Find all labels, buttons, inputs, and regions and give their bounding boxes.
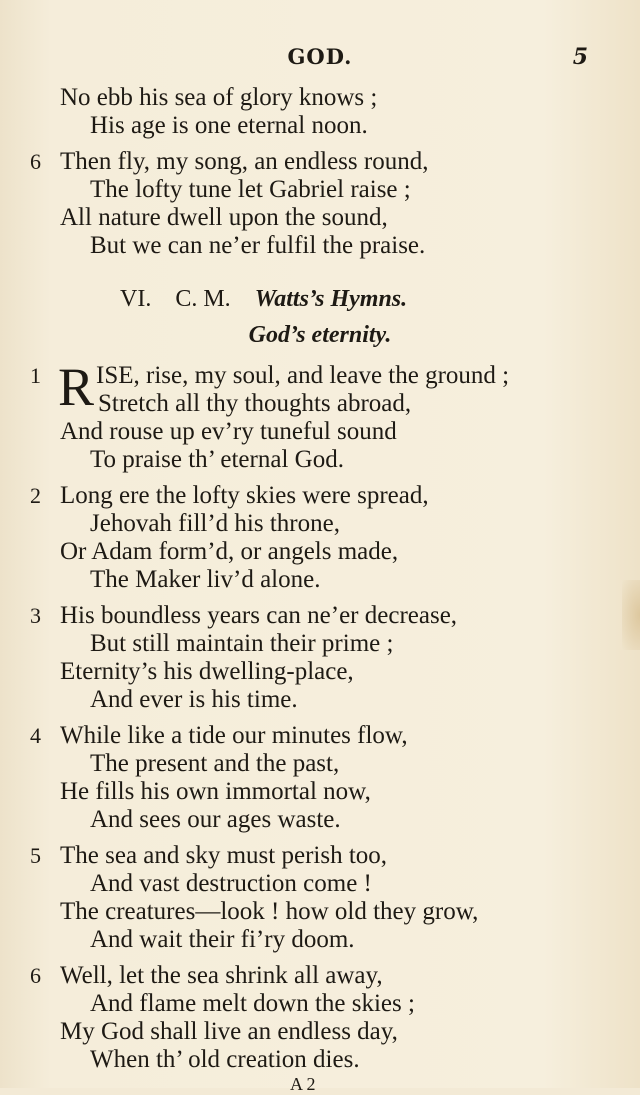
- stanza-line: Then fly, my song, an endless round,: [60, 148, 429, 175]
- stanza-line: Long ere the lofty skies were spread,: [60, 482, 429, 509]
- hymn-numeral: VI.: [120, 286, 152, 312]
- stanza-line: ISE, rise, my soul, and leave the ground ;: [96, 362, 510, 389]
- stanza-line: And wait their fi’ry doom.: [90, 926, 355, 953]
- stanza-line: All nature dwell upon the sound,: [60, 204, 388, 231]
- stanza-number: 2: [30, 483, 41, 508]
- signature-mark: A 2: [290, 1074, 316, 1094]
- hymn-meter: C. M.: [175, 286, 231, 312]
- page-number: 5: [572, 44, 588, 70]
- hymn-title: [120, 286, 620, 313]
- stanza-line: The lofty tune let Gabriel raise ;: [90, 176, 411, 203]
- continuation-line: No ebb his sea of glory knows ;: [60, 84, 378, 111]
- stanza-line: Stretch all thy thoughts abroad,: [98, 390, 412, 417]
- stanza-line: And rouse up ev’ry tuneful sound: [60, 418, 397, 445]
- stanza-line: But still maintain their prime ;: [90, 630, 394, 657]
- stanza-line: The sea and sky must perish too,: [60, 842, 388, 869]
- stanza-line: Jehovah fill’d his throne,: [90, 510, 340, 537]
- stanza-line: And sees our ages waste.: [90, 806, 341, 833]
- stanza-number: 6: [30, 149, 41, 174]
- stanza-number: 6: [30, 963, 41, 988]
- stanza-number: 5: [30, 843, 41, 868]
- stanza-line: When th’ old creation dies.: [90, 1046, 360, 1073]
- stanza-line: The present and the past,: [90, 750, 340, 777]
- stanza-line: While like a tide our minutes flow,: [60, 722, 408, 749]
- stanza-line: And vast destruction come !: [90, 870, 372, 897]
- stanza-number: 3: [30, 603, 41, 628]
- stanza-line: The Maker liv’d alone.: [90, 566, 321, 593]
- hymn-source: Watts’s Hymns.: [254, 286, 408, 312]
- stanza-line: Well, let the sea shrink all away,: [60, 962, 383, 989]
- stanza-line: And flame melt down the skies ;: [90, 990, 415, 1017]
- stanza-line: My God shall live an endless day,: [60, 1018, 398, 1045]
- stanza-number: 4: [30, 723, 41, 748]
- stanza-line: He fills his own immortal now,: [60, 778, 371, 805]
- page-stain: [622, 580, 640, 650]
- stanza-line: To praise th’ eternal God.: [90, 446, 344, 473]
- hymn-subject: God’s eternity.: [248, 322, 392, 348]
- stanza-line: But we can ne’er fulfil the praise.: [90, 232, 426, 259]
- stanza-number: 1: [30, 363, 41, 388]
- stanza-line: And ever is his time.: [90, 686, 298, 713]
- page-header: [0, 44, 640, 74]
- drop-cap: R: [58, 357, 95, 417]
- running-head: GOD.: [287, 44, 353, 69]
- stanza-line: Eternity’s his dwelling-place,: [60, 658, 354, 685]
- stanza-line: His boundless years can ne’er decrease,: [60, 602, 458, 629]
- stanza-line: The creatures—look ! how old they grow,: [60, 898, 479, 925]
- stanza-line: Or Adam form’d, or angels made,: [60, 538, 399, 565]
- continuation-line: His age is one eternal noon.: [90, 112, 368, 139]
